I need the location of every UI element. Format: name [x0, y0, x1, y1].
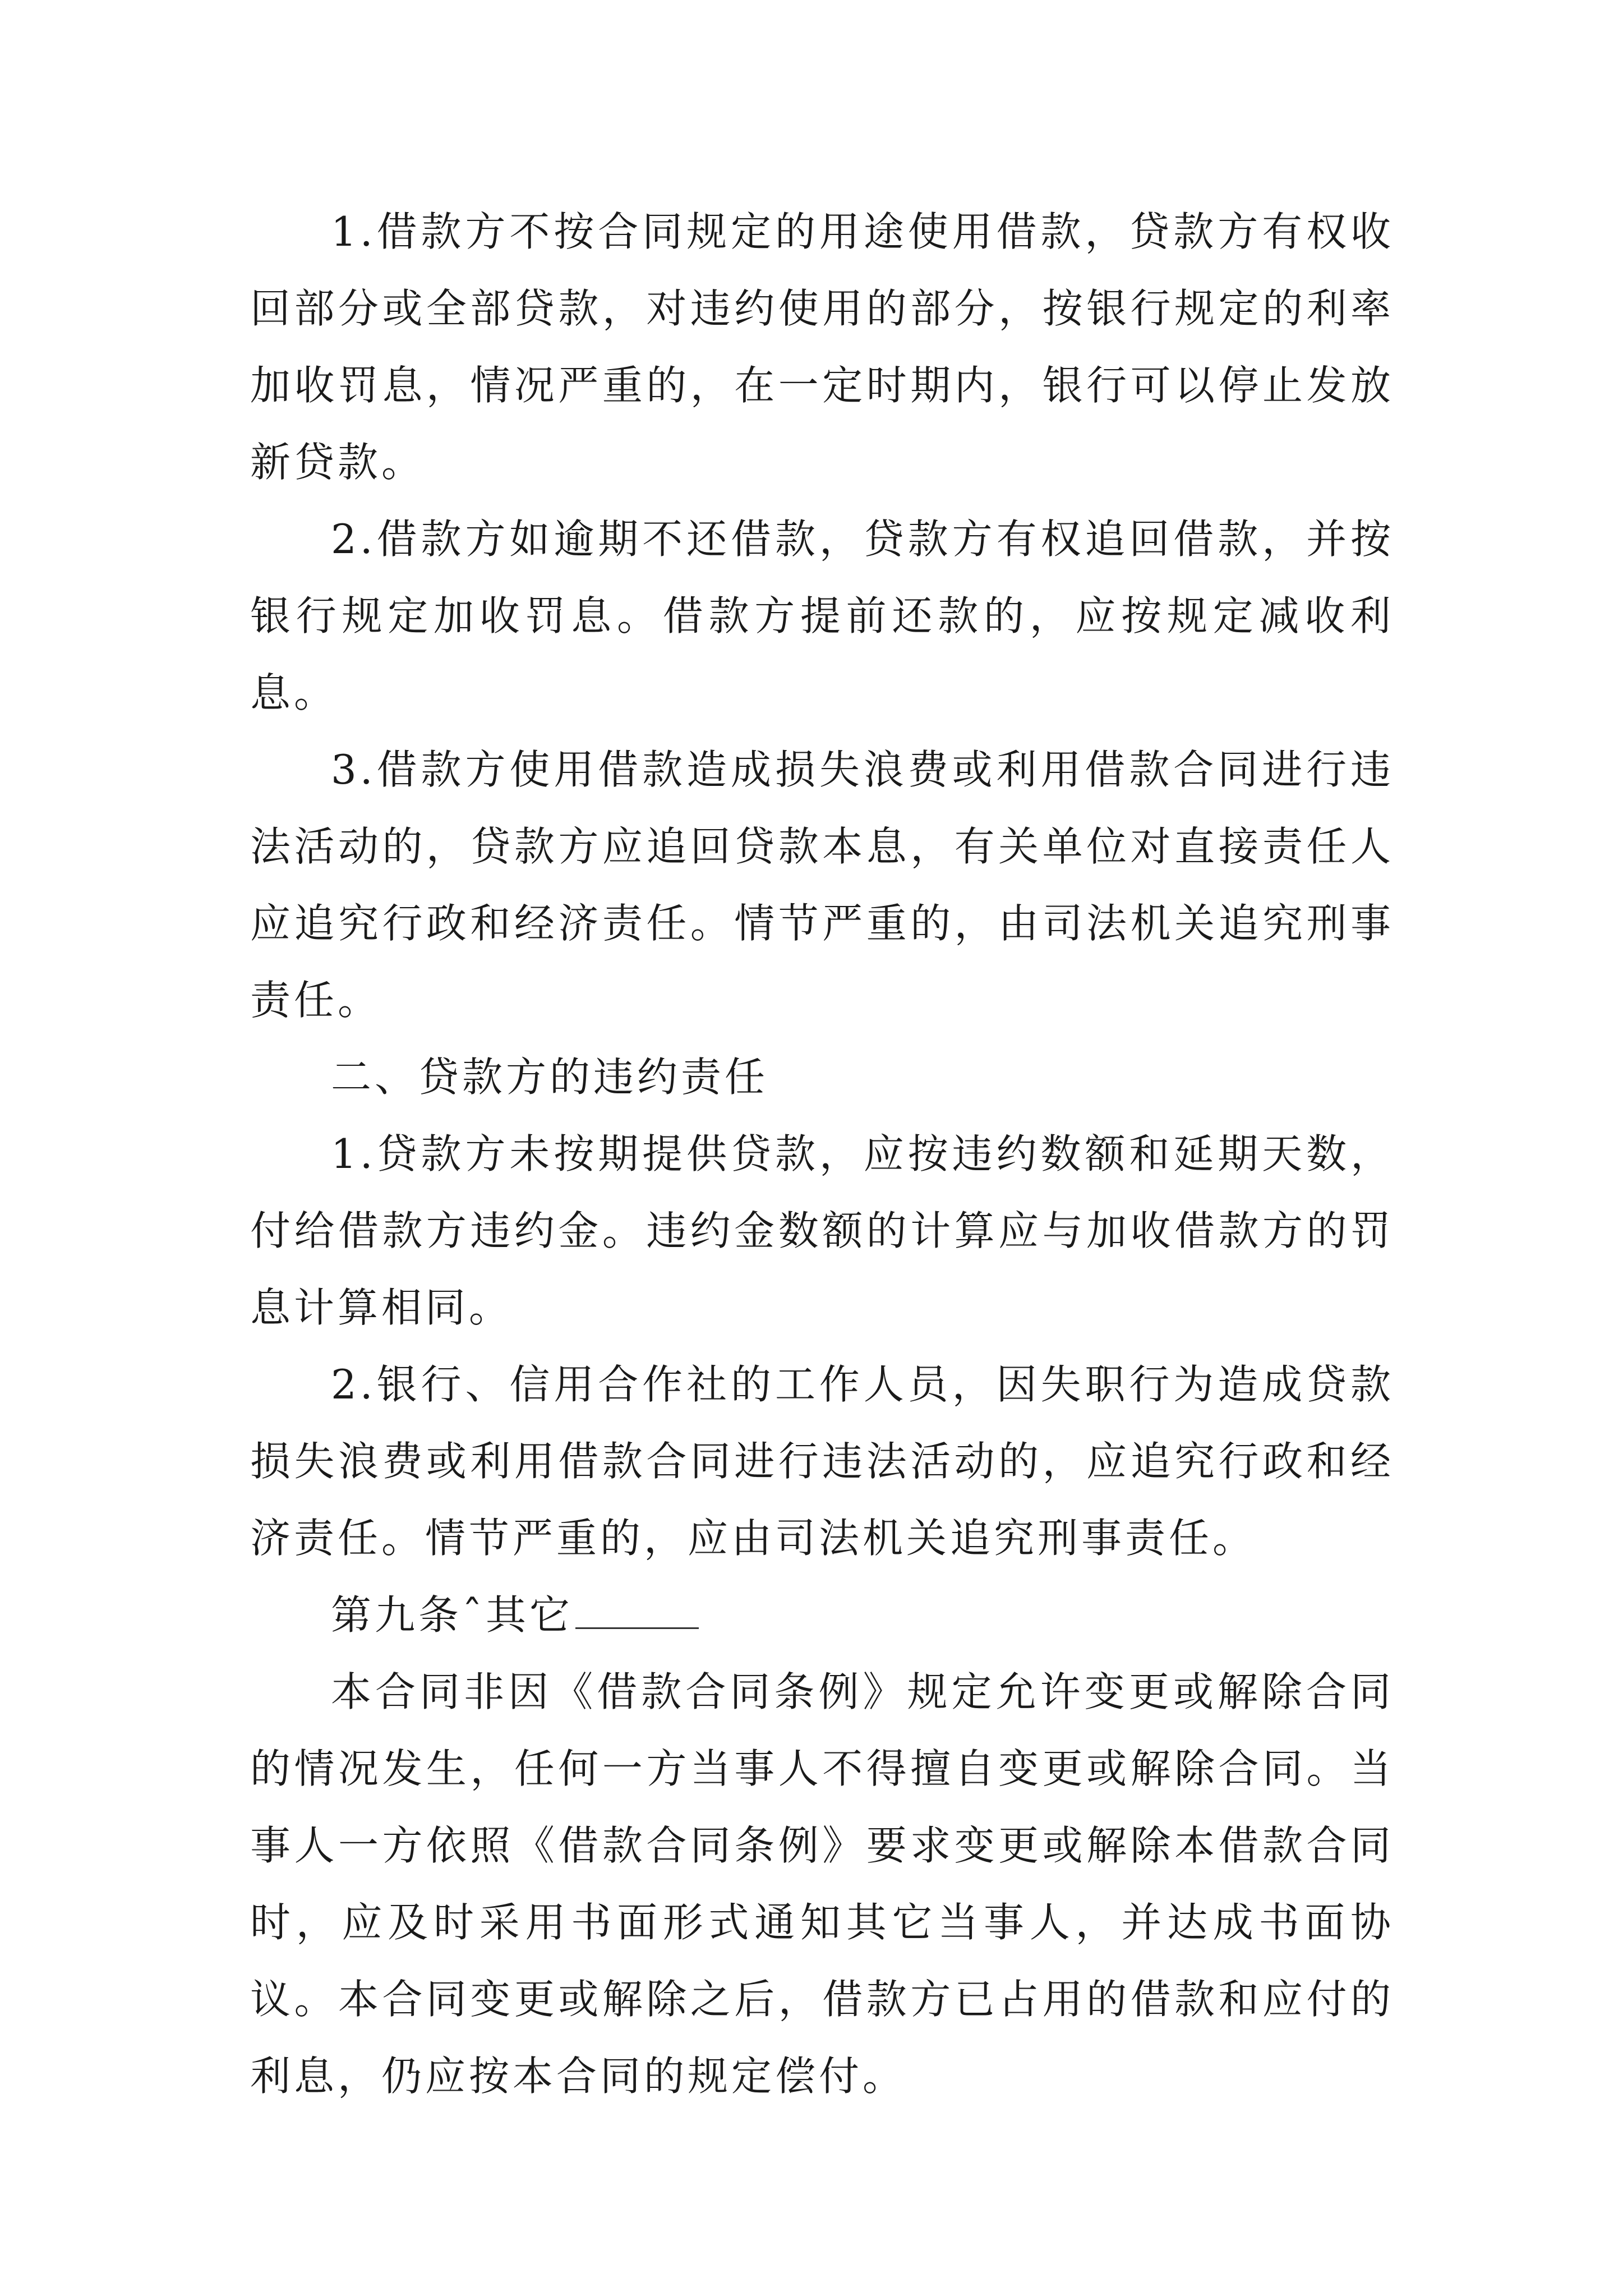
article-nine-heading: [250, 1577, 1394, 1654]
section-heading-lender-liability: 二、贷款方的违约责任: [331, 1053, 769, 1101]
clause-lender-late-loan: 1.贷款方未按期提供贷款，应按违约数额和延期天数，付给借款方违约金。违约金数额的计算应与加收借款方的罚息计算相同。: [250, 1130, 1394, 1331]
fill-in-blank-line: [575, 1593, 699, 1629]
clause-borrower-overdue: 2.借款方如逾期不还借款，贷款方有权追回借款，并按银行规定加收罚息。借款方提前还款的，应按规定减收利息。: [250, 516, 1394, 716]
clause-contract-modification: 本合同非因《借款合同条例》规定允许变更或解除合同的情况发生，任何一方当事人不得擅自变更或解除合同。当事人一方依照《借款合同条例》要求变更或解除本借款合同时，应及时采用书面形式通知其它当事人，并达成书面协议。本合同变更或解除之后，借款方已占用的借款和应付的利息，仍应按本合同的规定偿付。: [250, 1668, 1394, 2100]
clause-staff-negligence: 2.银行、信用合作社的工作人员，因失职行为造成贷款损失浪费或利用借款合同进行违法活动的，应追究行政和经济责任。情节严重的，应由司法机关追究刑事责任。: [250, 1361, 1394, 1562]
clause-borrower-misuse: 1.借款方不按合同规定的用途使用借款，贷款方有权收回部分或全部贷款，对违约使用的部分，按银行规定的利率加收罚息，情况严重的，在一定时期内，银行可以停止发放新贷款。: [250, 208, 1394, 486]
article-nine-title: 第九条ˆ其它: [331, 1591, 574, 1639]
document-body: [250, 194, 1394, 2115]
clause-borrower-illegal-use: 3.借款方使用借款造成损失浪费或利用借款合同进行违法活动的，贷款方应追回贷款本息，有关单位对直接责任人应追究行政和经济责任。情节严重的，由司法机关追究刑事责任。: [250, 746, 1394, 1024]
